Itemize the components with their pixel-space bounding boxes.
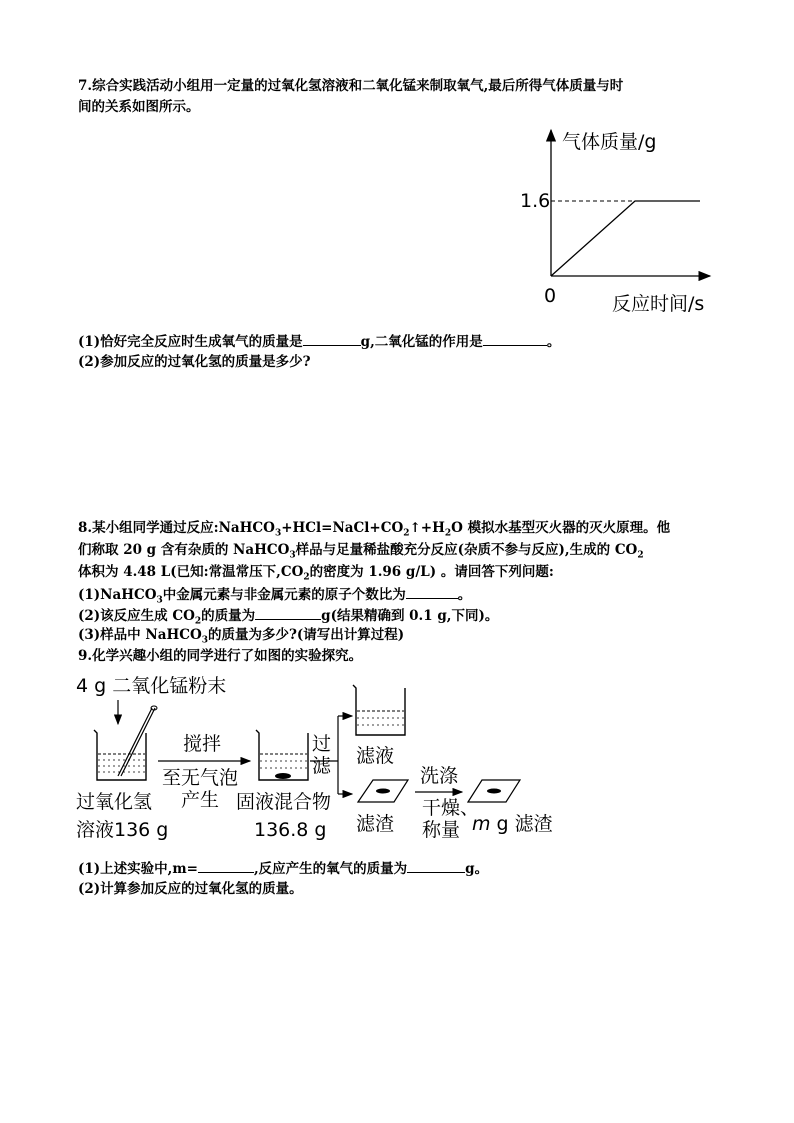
beaker-h2o2 [94,706,157,780]
q7-sub1: (1)恰好完全反应时生成氧气的质量是 g,二氧化锰的作用是 。 [78,331,560,351]
answer-blank[interactable] [303,331,361,346]
beaker-filtrate [353,685,405,735]
answer-blank[interactable] [406,584,458,599]
q7-sub2: (2)参加反应的过氧化氢的质量是多少? [78,354,311,370]
filter-label-2: 滤 [312,755,332,777]
residue-label: 滤渣 [356,813,395,835]
q7-stem-line2: 间的关系如图所示。 [78,99,200,115]
stir-label: 搅拌 [183,733,222,755]
wash-label: 洗涤 [420,765,459,787]
filter-label-1: 过 [312,733,332,755]
filter-paper-residue [358,780,408,802]
until-no-bubbles-2: 产生 [181,789,220,811]
origin-label: 0 [544,285,557,307]
answer-blank[interactable] [255,605,321,620]
x-axis-label: 反应时间/s [612,293,705,315]
beaker-mixture [256,730,308,780]
mixture-label-1: 固液混合物 [236,791,332,813]
q8-sub3: (3)样品中 NaHCO$_3$的质量为多少?(请写出计算过程) [78,627,405,646]
mixture-label-2: 136.8 g [254,819,327,841]
q7-gas-mass-chart [500,120,730,320]
q8-sub2: (2)该反应生成 $CO_2$的质量为 g(结果精确到 0.1 g,下同)。 [78,605,498,631]
filtrate-label: 滤液 [356,745,395,767]
answer-blank[interactable] [483,331,547,346]
h2o2-label-2: 溶液136 g [76,819,169,841]
dry-label-1: 干燥、 [422,797,480,819]
y-tick-label: 1.6 [520,190,551,212]
until-no-bubbles-1: 至无气泡 [162,767,239,789]
q7-stem-line1: 7.综合实践活动小组用一定量的过氧化氢溶液和二氧化锰来制取氧气,最后所得气体质量与时 [78,78,624,94]
answer-blank[interactable] [198,858,254,873]
answer-blank[interactable] [407,858,465,873]
q8-stem-line2: 们称取 20 g 含有杂质的 NaHCO$_3$样品与足量稀盐酸充分反应(杂质不参与反应),生成的 $CO_2$ [78,542,644,561]
y-axis-label: 气体质量/g [562,131,657,153]
q9-sub1: (1)上述实验中,m= ,反应产生的氧气的质量为 g。 [78,858,488,878]
q9-stem: 9.化学兴趣小组的同学进行了如图的实验探究。 [78,648,363,664]
q8-sub1: (1)NaHCO$_3$中金属元素与非金属元素的原子个数比为 。 [78,584,471,610]
q8-stem-line3: 体积为 4.48 L(已知:常温常压下$,CO_2$的密度为 1.96 g/L) 。请回答下列问题: [78,564,554,583]
final-residue-label: m g 滤渣 [472,813,553,835]
h2o2-label-1: 过氧化氢 [76,791,153,813]
dry-label-2: 称量 [422,819,461,841]
series-line-oxygen-mass [551,201,700,276]
q8-stem-line1: 8.某小组同学通过反应$:NaHCO_3+HCl=NaCl+CO_2↑+H_2O$ 模拟水基型灭火器的灭火原理。他 [78,520,671,539]
q9-sub2: (2)计算参加反应的过氧化氢的质量。 [78,881,303,897]
q9-experiment-diagram [70,668,570,853]
mno2-label: 4 g 二氧化锰粉末 [76,675,227,697]
sediment [275,773,291,779]
